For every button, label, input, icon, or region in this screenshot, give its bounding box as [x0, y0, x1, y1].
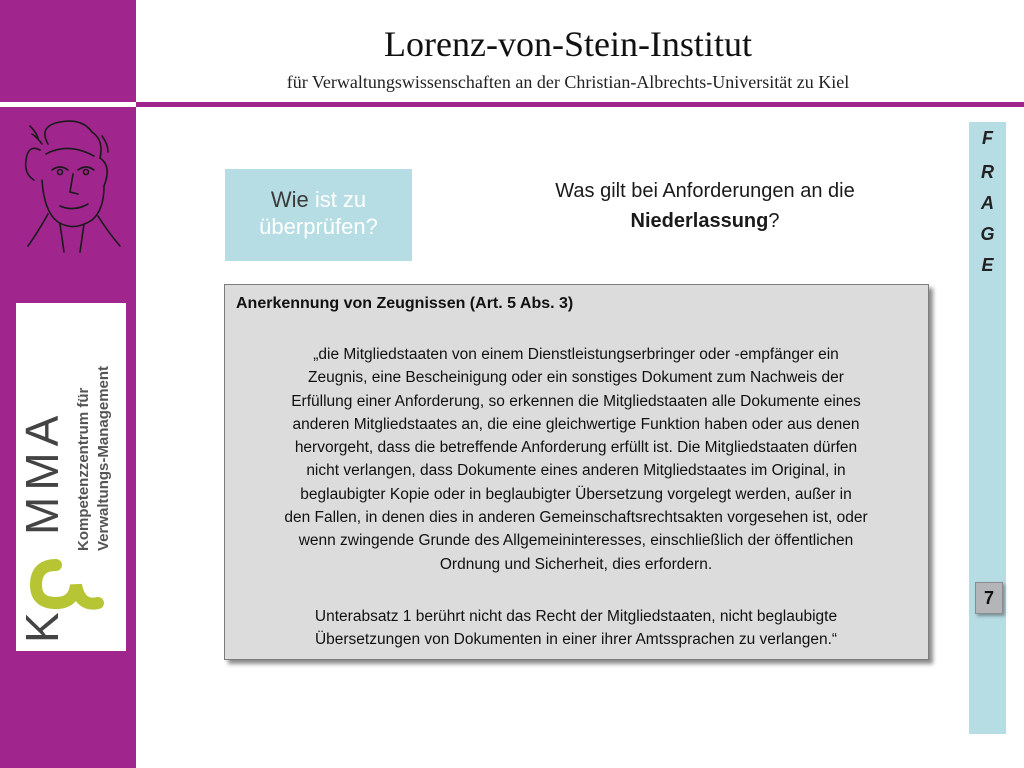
frage-letter-f: F — [982, 128, 993, 148]
logo-line-1: Kompetenzzentrum für — [75, 387, 92, 551]
question-tile-highlight: ist zu — [314, 187, 367, 212]
question-tile[interactable] — [225, 169, 412, 261]
paragraph-1-line: Erfüllung einer Anforderung, so erkennen die Mitgliedstaaten alle Dokumente eines — [291, 392, 861, 410]
page-number-badge[interactable]: 7 — [975, 582, 1003, 614]
paragraph-1-line: Ordnung und Sicherheit, dies erfordern. — [439, 555, 713, 573]
paragraph-1-line: wenn zwingende Grunde des Allgemeininteresses, einschließlich der öffentlichen — [298, 532, 854, 550]
paragraph-1-line: Zeugnis, eine Bescheinigung oder ein sonstiges Dokument zum Nachweis der — [308, 369, 844, 387]
question-line-1: Was gilt bei Anforderungen an die — [555, 180, 855, 202]
content-heading: Anerkennung von Zeugnissen (Art. 5 Abs. 3) — [236, 295, 574, 312]
paragraph-1-line: den Fallen, in denen dies in anderen Gemeinschaftsrechtsakten vorgesehen ist, oder — [284, 509, 868, 527]
frage-letter-a: A — [981, 193, 994, 213]
question-text — [470, 176, 940, 236]
paragraph-1-line: anderen Mitgliedstaates an, die eine gleichwertige Funktion haben oder aus denen — [292, 415, 860, 433]
institute-title: Lorenz-von-Stein-Institut — [384, 24, 752, 64]
portrait-sketch-icon — [8, 114, 126, 256]
institute-subtitle: für Verwaltungswissenschaften an der Christian-Albrechts-Universität zu Kiel — [286, 72, 850, 92]
frage-letter-e: E — [981, 255, 994, 275]
paragraph-1-line: hervorgeht, dass die betreffende Anforderung erfüllt ist. Die Mitgliedstaaten dürfen — [294, 439, 858, 457]
paragraph-1-line: „die Mitgliedstaaten von einem Dienstleistungserbringer oder -empfänger ein — [313, 346, 839, 363]
paragraph-2-line: Übersetzungen von Dokumenten in einer ihrer Amtssprachen zu verlangen.“ — [314, 631, 838, 649]
svg-text:K: K — [16, 606, 68, 643]
frage-letter-r: R — [981, 162, 994, 182]
header-divider — [136, 102, 1024, 107]
question-suffix: ? — [768, 210, 780, 232]
question-tile-highlight-2: überprüfen? — [259, 214, 378, 239]
svg-text:MMA: MMA — [16, 409, 68, 535]
paragraph-2-line: Unterabsatz 1 berührt nicht das Recht der Mitgliedstaaten, nicht beglaubigte — [314, 608, 838, 625]
content-paragraph-1 — [234, 343, 918, 576]
frage-letter-g: G — [980, 224, 995, 244]
paragraph-1-line: nicht verlangen, dass Dokumente eines anderen Mitgliedstaates im Original, in — [306, 462, 846, 480]
komma-logo-mark-icon — [16, 303, 126, 651]
question-keyword: Niederlassung — [630, 210, 769, 232]
content-paragraph-2 — [234, 605, 918, 652]
sidebar-divider — [0, 102, 136, 107]
paragraph-1-line: beglaubigter Kopie oder in beglaubigter Übersetzung vorgelegt werden, außer in — [300, 485, 852, 503]
question-tile-word-1: Wie — [270, 187, 315, 212]
logo-line-2: Verwaltungs-Management — [95, 365, 112, 551]
